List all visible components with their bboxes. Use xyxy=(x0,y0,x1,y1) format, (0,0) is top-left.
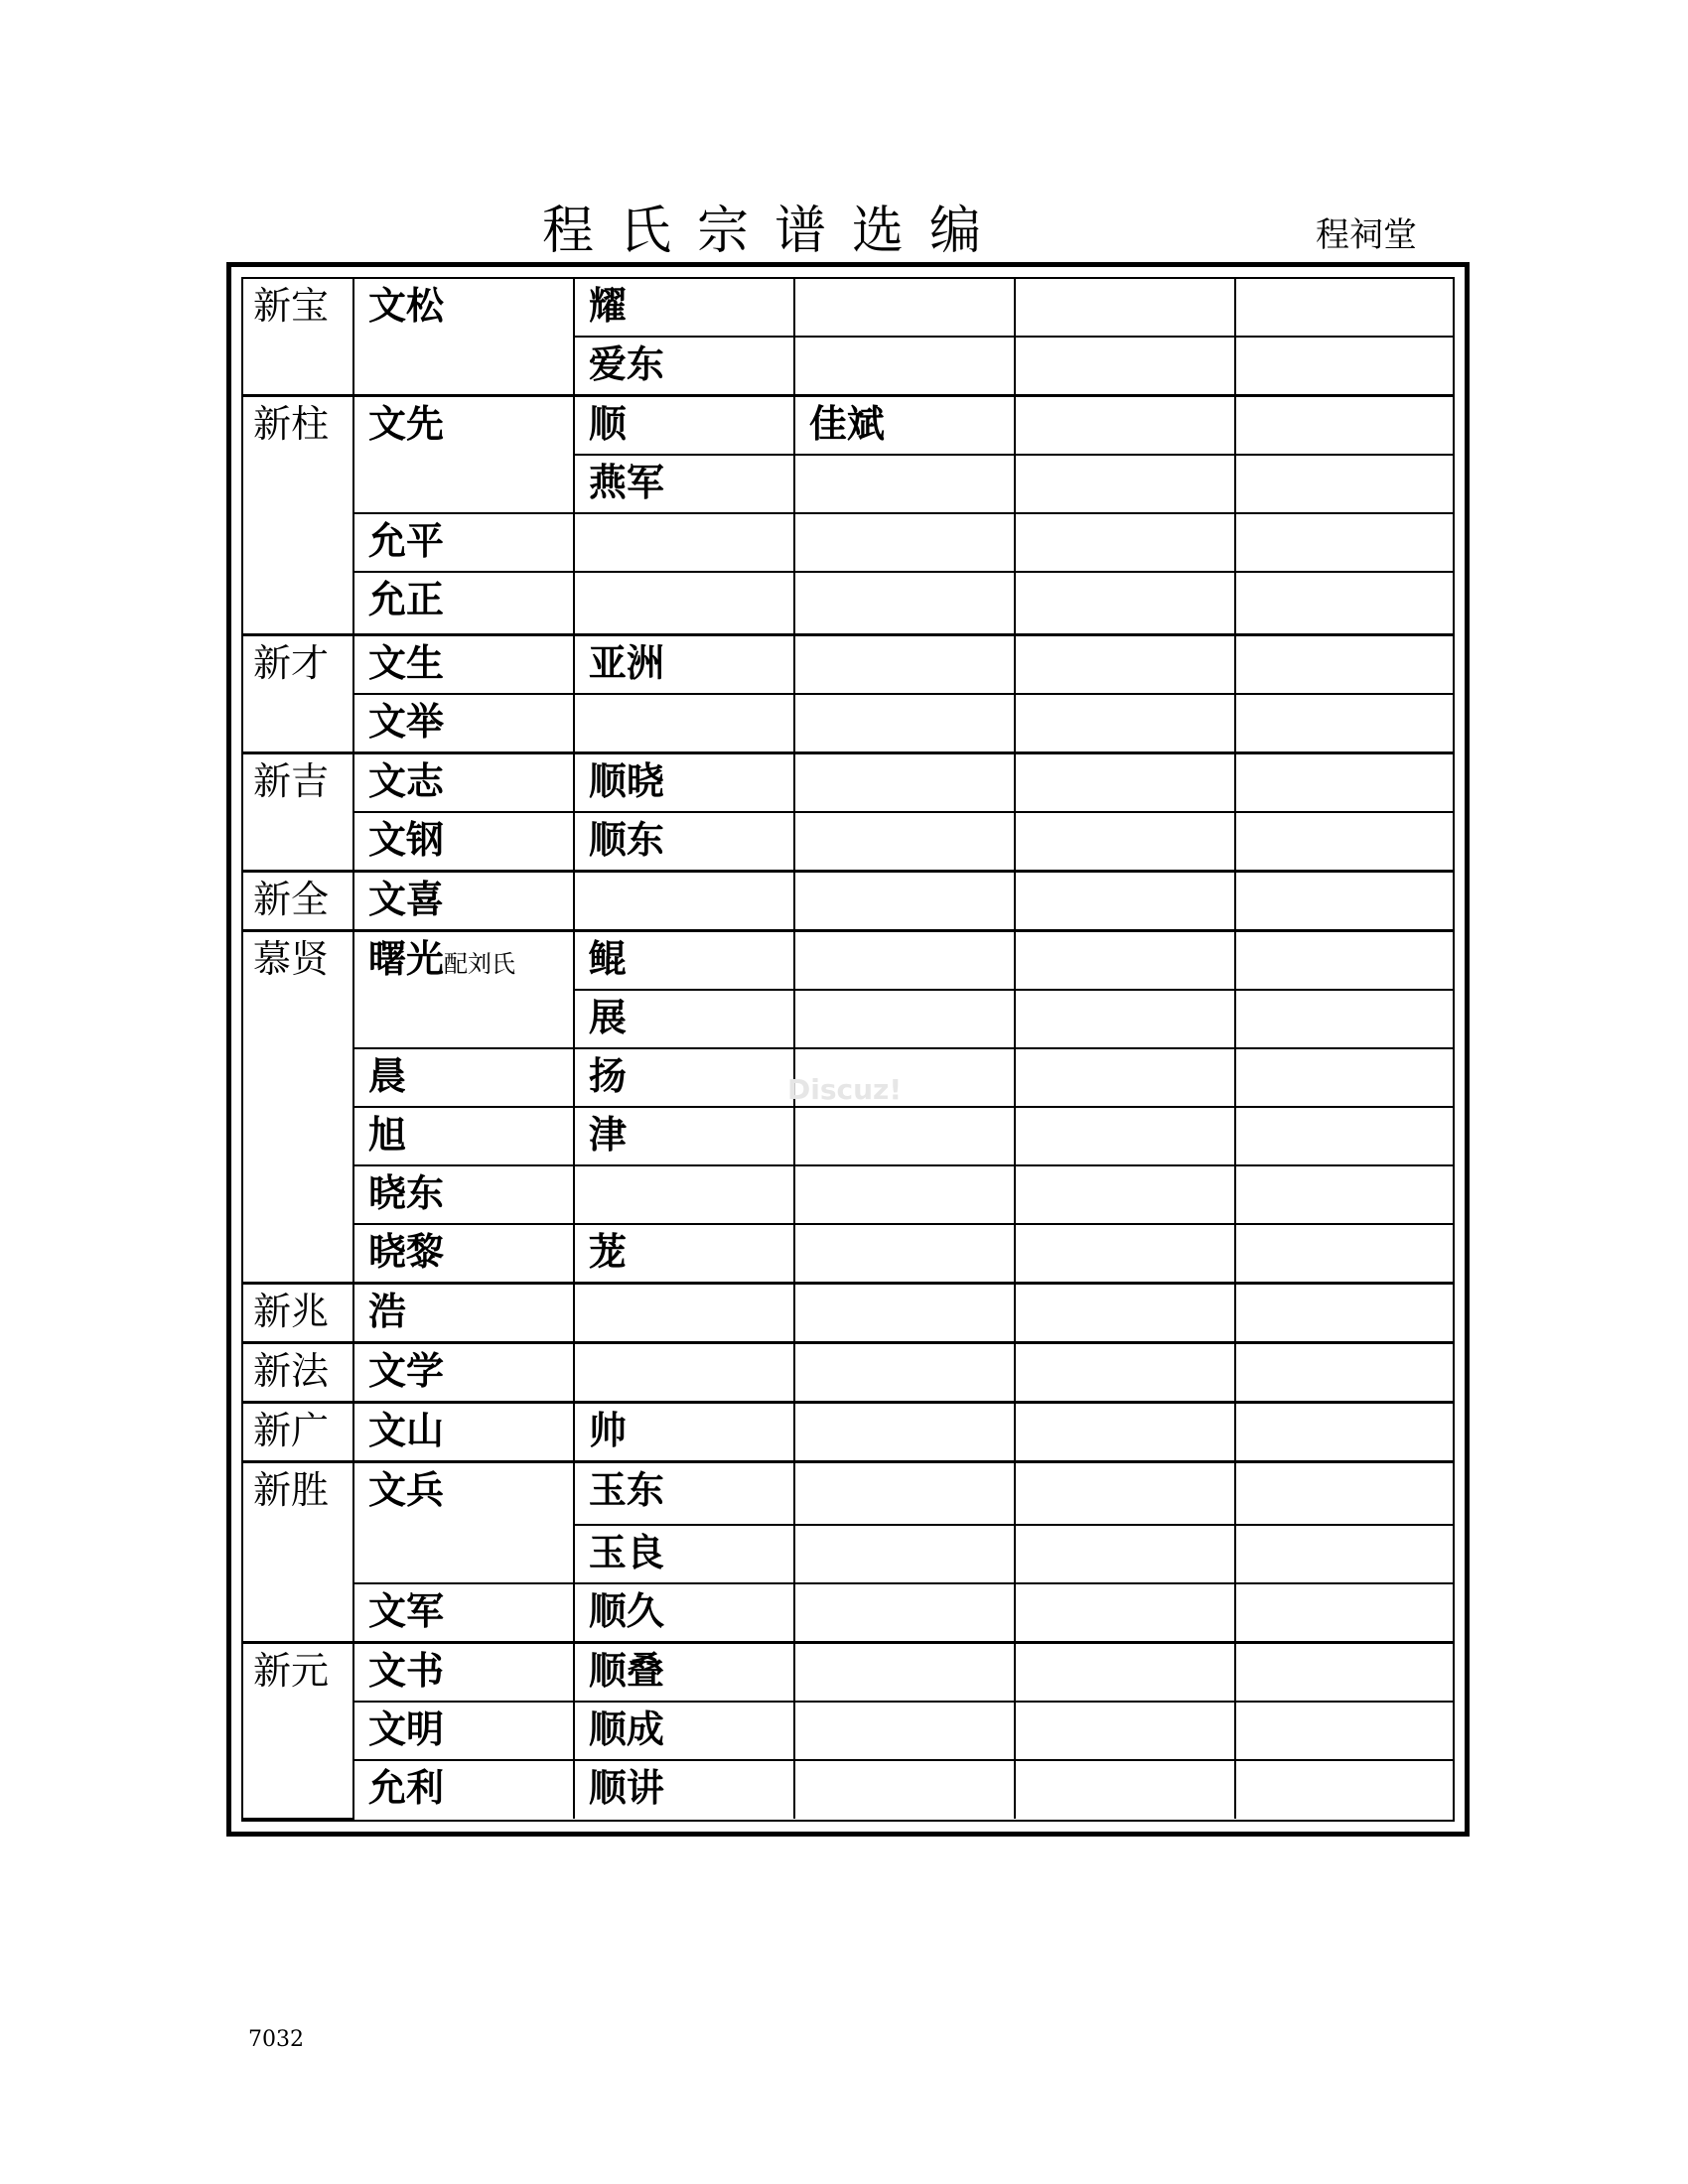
table-cell xyxy=(794,753,1015,813)
table-cell xyxy=(794,1343,1015,1403)
table-row xyxy=(243,1343,1453,1403)
generation-2-name: 文举 xyxy=(353,694,574,753)
table-cell xyxy=(1015,1583,1235,1643)
generation-3-name: 耀 xyxy=(574,279,794,337)
generation-2-name: 文学 xyxy=(353,1343,574,1403)
generation-3-name: 顺叠 xyxy=(574,1642,794,1702)
table-cell xyxy=(1235,395,1453,455)
table-cell xyxy=(1235,1048,1453,1107)
generation-2-name: 晓东 xyxy=(353,1165,574,1224)
table-cell xyxy=(794,1583,1015,1643)
generation-3-name: 亚洲 xyxy=(574,634,794,694)
table-row xyxy=(243,279,1453,337)
generation-2-name: 文生 xyxy=(353,634,574,694)
table-cell xyxy=(794,1284,1015,1343)
table-cell xyxy=(1235,572,1453,634)
table-cell xyxy=(1015,1165,1235,1224)
generation-1-name: 新法 xyxy=(243,1343,353,1403)
genealogy-table-inner xyxy=(241,277,1455,1822)
table-cell xyxy=(1235,931,1453,991)
table-cell xyxy=(1235,1284,1453,1343)
table-cell xyxy=(1235,990,1453,1048)
table-cell xyxy=(1235,1702,1453,1760)
generation-2-name: 文兵 xyxy=(353,1462,574,1583)
table-cell xyxy=(1235,279,1453,337)
watermark: Discuz! xyxy=(787,1073,903,1106)
table-cell xyxy=(1015,572,1235,634)
generation-1-name: 新胜 xyxy=(243,1462,353,1643)
table-cell xyxy=(1235,812,1453,872)
table-cell xyxy=(1015,990,1235,1048)
table-cell xyxy=(1235,455,1453,513)
generation-2-name: 文军 xyxy=(353,1583,574,1643)
generation-3-name: 顺讲 xyxy=(574,1760,794,1819)
generation-3-name: 扬 xyxy=(574,1048,794,1107)
generation-2-name: 文松 xyxy=(353,279,574,395)
generation-1-name: 慕贤 xyxy=(243,931,353,1284)
spouse-note: 配刘氏 xyxy=(443,950,515,979)
table-cell xyxy=(1015,1107,1235,1165)
generation-3-name: 顺成 xyxy=(574,1702,794,1760)
table-cell xyxy=(1015,513,1235,572)
table-cell xyxy=(794,513,1015,572)
table-cell xyxy=(1235,1583,1453,1643)
table-cell xyxy=(1015,1760,1235,1819)
table-cell xyxy=(1015,812,1235,872)
generation-2-given-name: 曙光 xyxy=(367,937,444,982)
generation-1-name: 新元 xyxy=(243,1642,353,1819)
table-cell xyxy=(794,1760,1015,1819)
table-cell xyxy=(794,812,1015,872)
table-cell xyxy=(1235,1403,1453,1462)
table-cell xyxy=(794,1107,1015,1165)
table-cell xyxy=(1235,1107,1453,1165)
table-row xyxy=(243,1284,1453,1343)
table-cell xyxy=(1015,634,1235,694)
table-cell xyxy=(1235,1165,1453,1224)
generation-3-name: 展 xyxy=(574,990,794,1048)
table-row xyxy=(243,1702,1453,1760)
generation-3-name: 顺晓 xyxy=(574,753,794,813)
page-title: 程氏宗谱选编 xyxy=(541,202,1007,261)
table-cell xyxy=(1015,1224,1235,1284)
generation-2-name: 允利 xyxy=(353,1760,574,1819)
table-cell xyxy=(574,1165,794,1224)
table-cell xyxy=(1015,1702,1235,1760)
table-cell xyxy=(1015,1343,1235,1403)
table-row xyxy=(243,395,1453,455)
table-cell xyxy=(1235,513,1453,572)
table-cell xyxy=(1015,1525,1235,1583)
generation-2-name: 文明 xyxy=(353,1702,574,1760)
generation-1-name: 新吉 xyxy=(243,753,353,872)
table-row xyxy=(243,1760,1453,1819)
table-cell xyxy=(794,1403,1015,1462)
genealogy-table-frame xyxy=(226,262,1470,1837)
table-cell xyxy=(794,455,1015,513)
table-cell xyxy=(1235,1343,1453,1403)
generation-3-name: 顺 xyxy=(574,395,794,455)
generation-1-name: 新全 xyxy=(243,872,353,931)
generation-1-name: 新兆 xyxy=(243,1284,353,1343)
table-cell xyxy=(574,572,794,634)
table-cell xyxy=(794,694,1015,753)
generation-2-name: 浩 xyxy=(353,1284,574,1343)
table-row xyxy=(243,1583,1453,1643)
generation-3-name: 鲲 xyxy=(574,931,794,991)
table-cell xyxy=(574,1343,794,1403)
table-cell xyxy=(794,572,1015,634)
table-row xyxy=(243,513,1453,572)
generation-3-name: 顺久 xyxy=(574,1583,794,1643)
generation-3-name: 津 xyxy=(574,1107,794,1165)
table-cell xyxy=(1015,1642,1235,1702)
generation-3-name: 帅 xyxy=(574,1403,794,1462)
table-cell xyxy=(574,1284,794,1343)
table-row xyxy=(243,1165,1453,1224)
table-row xyxy=(243,1107,1453,1165)
table-cell xyxy=(794,1224,1015,1284)
table-cell xyxy=(1015,279,1235,337)
table-cell xyxy=(794,337,1015,396)
generation-2-name: 允正 xyxy=(353,572,574,634)
generation-1-name: 新才 xyxy=(243,634,353,753)
generation-1-name: 新柱 xyxy=(243,395,353,634)
table-cell xyxy=(1015,455,1235,513)
generation-3-name: 玉良 xyxy=(574,1525,794,1583)
table-cell xyxy=(1235,694,1453,753)
generation-2-name: 文先 xyxy=(353,395,574,512)
table-cell xyxy=(794,1525,1015,1583)
generation-3-name: 玉东 xyxy=(574,1462,794,1525)
generation-3-name: 燕军 xyxy=(574,455,794,513)
table-cell xyxy=(794,1642,1015,1702)
table-cell xyxy=(1015,337,1235,396)
table-cell xyxy=(794,279,1015,337)
generation-1-name: 新广 xyxy=(243,1403,353,1462)
table-row xyxy=(243,572,1453,634)
generation-2-name: 晨 xyxy=(353,1048,574,1107)
generation-4-name: 佳斌 xyxy=(794,395,1015,455)
table-row xyxy=(243,1224,1453,1284)
table-cell xyxy=(574,872,794,931)
table-cell xyxy=(1235,337,1453,396)
table-cell xyxy=(1015,1403,1235,1462)
table-cell xyxy=(1235,1760,1453,1819)
generation-3-name: 爱东 xyxy=(574,337,794,396)
table-row xyxy=(243,694,1453,753)
table-cell xyxy=(794,1165,1015,1224)
table-cell xyxy=(1235,1462,1453,1525)
table-cell xyxy=(1235,753,1453,813)
generation-2-name: 文志 xyxy=(353,753,574,813)
table-cell xyxy=(1015,872,1235,931)
table-cell xyxy=(1235,872,1453,931)
genealogy-table xyxy=(243,279,1453,1820)
generation-2-name: 旭 xyxy=(353,1107,574,1165)
table-cell xyxy=(1015,1462,1235,1525)
table-cell xyxy=(1235,1525,1453,1583)
generation-2-name: 晓黎 xyxy=(353,1224,574,1284)
hall-name: 程祠堂 xyxy=(1316,215,1417,255)
page-number: 7032 xyxy=(248,2027,304,2052)
table-cell xyxy=(794,872,1015,931)
generation-2-name: 文喜 xyxy=(353,872,574,931)
table-row xyxy=(243,931,1453,991)
table-cell xyxy=(574,694,794,753)
table-row xyxy=(243,753,1453,813)
generation-2-name: 允平 xyxy=(353,513,574,572)
table-cell xyxy=(1235,634,1453,694)
generation-2-name xyxy=(353,931,574,1048)
table-cell xyxy=(1235,1224,1453,1284)
table-cell xyxy=(794,1462,1015,1525)
table-cell xyxy=(1015,395,1235,455)
generation-3-name: 茏 xyxy=(574,1224,794,1284)
table-cell xyxy=(794,634,1015,694)
table-cell xyxy=(1015,1284,1235,1343)
generation-3-name: 顺东 xyxy=(574,812,794,872)
table-cell xyxy=(794,931,1015,991)
generation-1-name: 新宝 xyxy=(243,279,353,395)
generation-2-name: 文山 xyxy=(353,1403,574,1462)
generation-2-name: 文钢 xyxy=(353,812,574,872)
table-row xyxy=(243,1403,1453,1462)
table-row xyxy=(243,634,1453,694)
table-row xyxy=(243,1462,1453,1525)
table-cell xyxy=(574,513,794,572)
table-cell xyxy=(1015,931,1235,991)
table-cell xyxy=(1015,1048,1235,1107)
table-row xyxy=(243,1642,1453,1702)
table-cell xyxy=(1015,753,1235,813)
table-cell xyxy=(794,1702,1015,1760)
table-cell xyxy=(794,990,1015,1048)
table-row xyxy=(243,872,1453,931)
table-cell xyxy=(1015,694,1235,753)
generation-2-name: 文书 xyxy=(353,1642,574,1702)
table-cell xyxy=(1235,1642,1453,1702)
table-row xyxy=(243,812,1453,872)
